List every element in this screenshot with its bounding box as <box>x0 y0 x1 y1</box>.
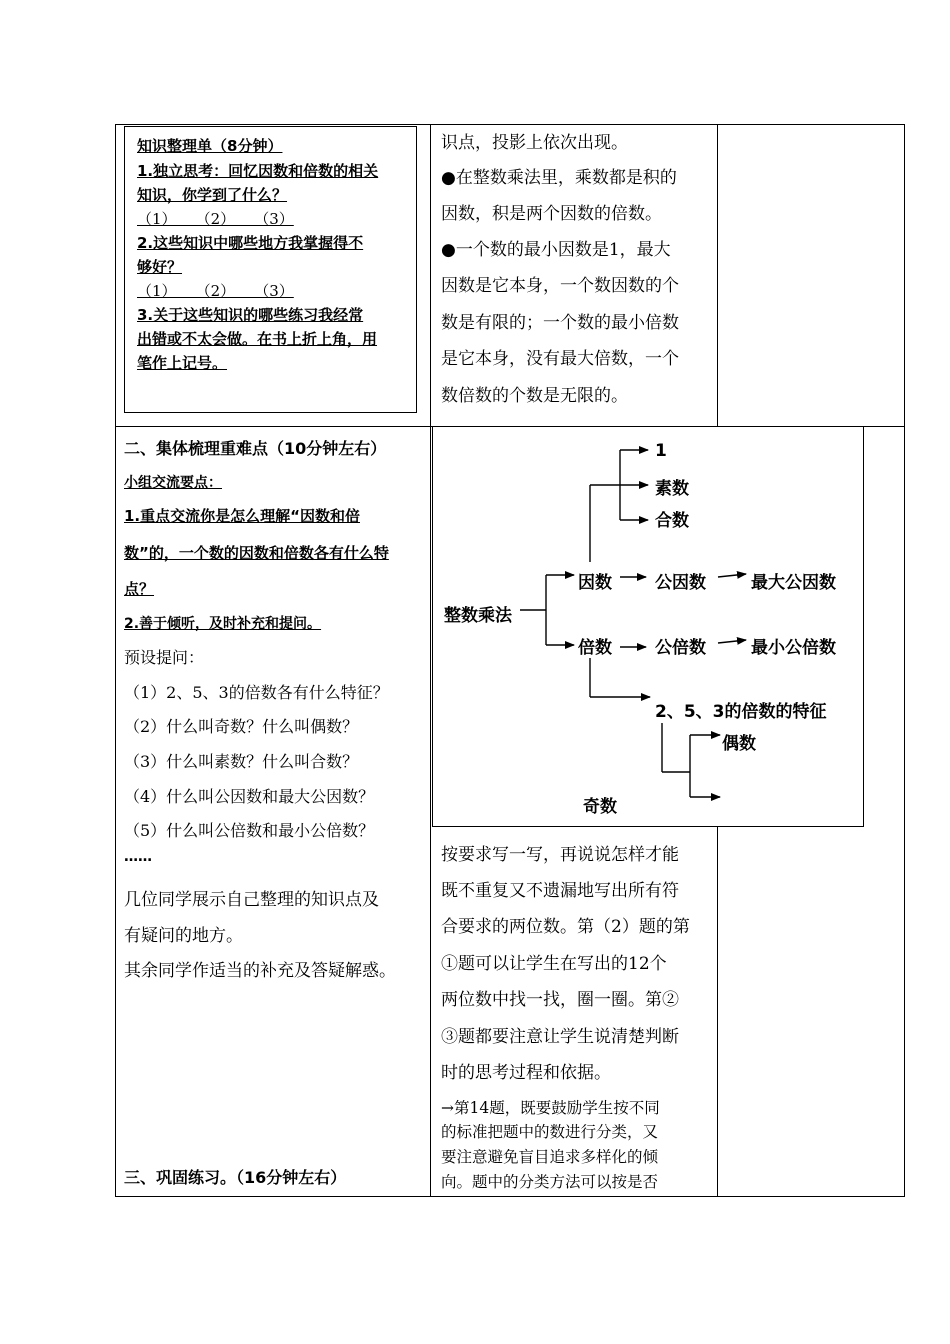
top-mid-line-6: 数是有限的；一个数的最小倍数 <box>441 313 679 333</box>
bottom-mid-small-2: 的标准把题中的数进行分类，又 <box>441 1123 659 1141</box>
bottom-mid-line-1: 按要求写一写，再说说怎样才能 <box>441 845 679 865</box>
top-mid-line-1: 识点，投影上依次出现。 <box>441 133 628 153</box>
diagram-factor: 因数 <box>578 573 612 593</box>
question-1: （1）2、5、3的倍数各有什么特征？ <box>124 683 389 702</box>
section2-heading: 二、集体梳理重难点（10分钟左右） <box>124 439 387 458</box>
diagram-features: 2、5、3的倍数的特征 <box>655 702 827 722</box>
section3-heading: 三、巩固练习。（16分钟左右） <box>124 1168 347 1187</box>
bottom-mid-small-3: 要注意避免盲目追求多样化的倾 <box>441 1148 659 1166</box>
diagram-multiple: 倍数 <box>578 638 612 658</box>
q3-line3: 笔作上记号。 <box>137 354 228 372</box>
bottom-mid-line-6: ③题都要注意让学生说清楚判断 <box>441 1027 679 1047</box>
top-mid-line-2: ●在整数乘法里，乘数都是积的 <box>441 168 677 188</box>
top-mid-line-3: 因数，积是两个因数的倍数。 <box>441 204 662 224</box>
question-4: （4）什么叫公因数和最大公因数？ <box>124 787 375 806</box>
bottom-mid-line-2: 既不重复又不遗漏地写出所有符 <box>441 881 679 901</box>
question-5: （5）什么叫公倍数和最小公倍数？ <box>124 821 375 840</box>
top-mid-line-8: 数倍数的个数是无限的。 <box>441 386 628 406</box>
bottom-mid-small-1: →第14题，既要鼓励学生按不同 <box>441 1099 660 1117</box>
q2-line2: 够好？ <box>137 258 183 276</box>
rest-line: 其余同学作适当的补充及答疑解惑。 <box>124 961 396 981</box>
bottom-mid-line-3: 合要求的两位数。第（2）题的第 <box>441 917 690 937</box>
point1-line2: 数”的，一个数的因数和倍数各有什么特 <box>124 544 389 562</box>
diagram-root: 整数乘法 <box>444 606 512 626</box>
q3-line1: 3.关于这些知识的哪些练习我经常 <box>137 306 364 324</box>
knowledge-box-title: 知识整理单（8分钟） <box>137 137 283 155</box>
diagram-prime: 素数 <box>655 479 689 499</box>
top-mid-line-7: 是它本身，没有最大倍数，一个 <box>441 349 679 369</box>
diagram-lcm: 最小公倍数 <box>751 638 836 658</box>
to-lcm-arrow <box>718 640 746 643</box>
bottom-mid-small-4: 向。题中的分类方法可以按是否 <box>441 1173 659 1191</box>
q1-line1: 1.独立思考：回忆因数和倍数的相关 <box>137 162 379 180</box>
q2-blanks: （1） （2） （3） <box>137 282 294 300</box>
diagram-gcf: 最大公因数 <box>751 573 836 593</box>
preset-label: 预设提问： <box>124 648 205 667</box>
to-gcf-arrow <box>718 574 746 577</box>
ellipsis: …… <box>124 849 152 865</box>
show-line2: 有疑问的地方。 <box>124 926 243 946</box>
q1-blanks: （1） （2） （3） <box>137 210 294 228</box>
bottom-mid-line-5: 两位数中找一找，圈一圈。第② <box>441 990 679 1010</box>
bottom-mid-line-7: 时的思考过程和依据。 <box>441 1063 611 1083</box>
q2-line1: 2.这些知识中哪些地方我掌握得不 <box>137 234 364 252</box>
q1-line2: 知识，你学到了什么？ <box>137 186 288 204</box>
diagram-common-factor: 公因数 <box>655 573 706 593</box>
diagram-even: 偶数 <box>722 734 756 754</box>
point1-line1: 1.重点交流你是怎么理解“因数和倍 <box>124 507 360 525</box>
top-mid-line-5: 因数是它本身，一个数因数的个 <box>441 276 679 296</box>
diagram-common-multiple: 公倍数 <box>655 638 706 658</box>
diagram-odd: 奇数 <box>583 797 617 817</box>
diagram-one: 1 <box>655 441 667 461</box>
point1-line3: 点？ <box>124 580 155 598</box>
q3-line2: 出错或不太会做。在书上折上角，用 <box>137 330 378 348</box>
diagram-composite: 合数 <box>655 511 689 531</box>
top-mid-line-4: ●一个数的最小因数是1，最大 <box>441 240 671 260</box>
group-title: 小组交流要点： <box>124 475 222 491</box>
question-2: （2）什么叫奇数？什么叫偶数？ <box>124 717 359 736</box>
show-line1: 几位同学展示自己整理的知识点及 <box>124 890 379 910</box>
question-3: （3）什么叫素数？什么叫合数？ <box>124 752 359 771</box>
bottom-mid-line-4: ①题可以让学生在写出的12个 <box>441 954 667 974</box>
point2: 2.善于倾听，及时补充和提问。 <box>124 616 322 632</box>
